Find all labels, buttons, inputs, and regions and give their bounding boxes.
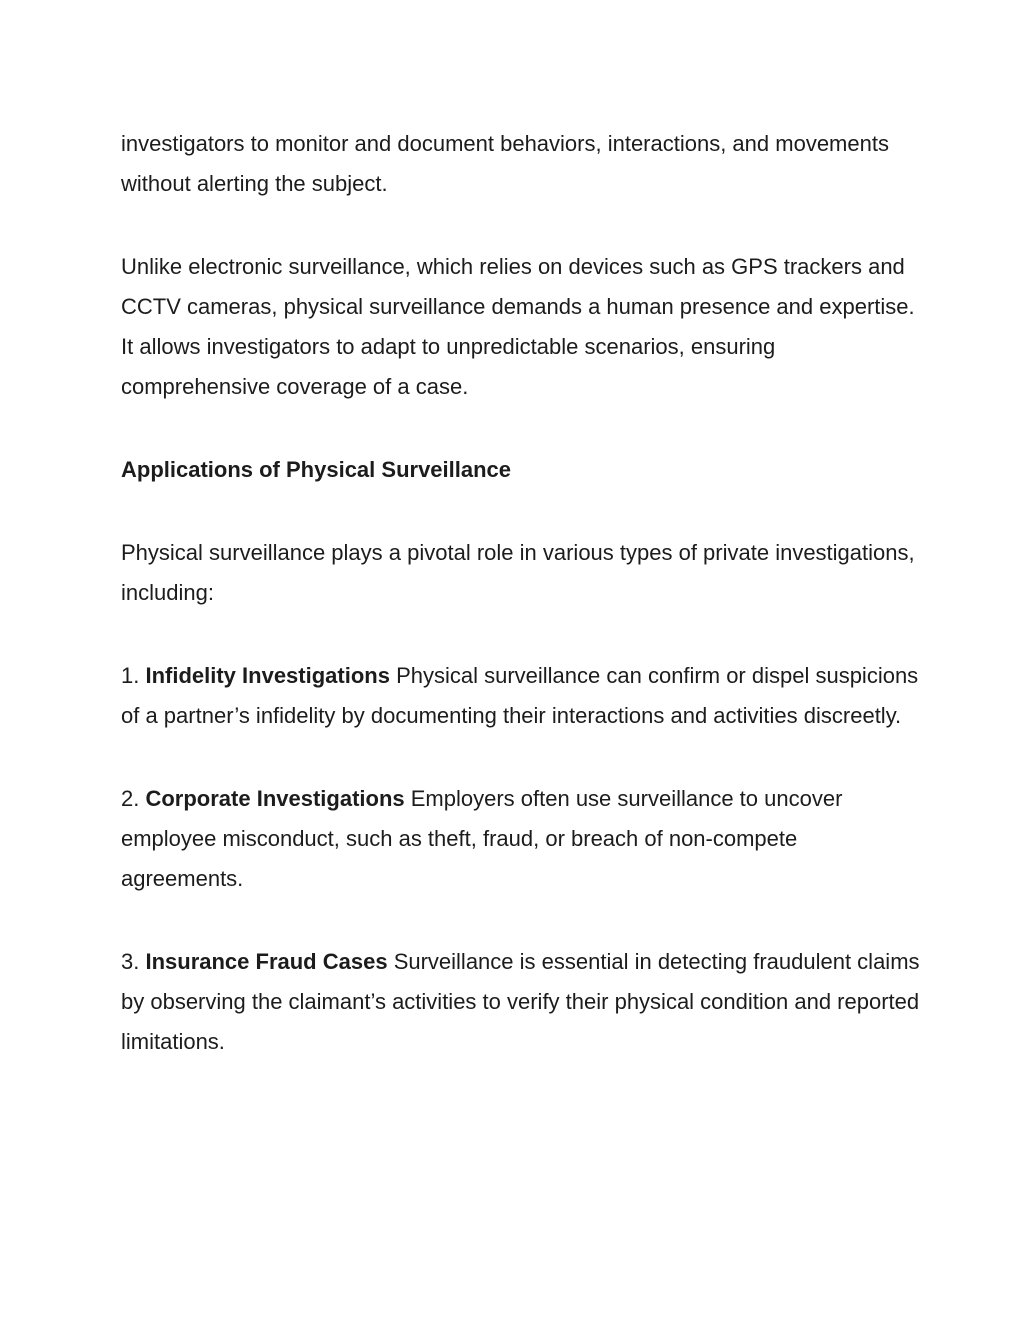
document-page (121, 124, 921, 1105)
list-item-insurance-fraud (121, 942, 921, 1062)
list-item-text: Physical surveillance can confirm or dispel suspicions of a partner’s infidelity by documenting their interactions and activities discreetly. (121, 663, 919, 728)
list-item-term: Corporate Investigations (145, 786, 405, 811)
list-item-number: 2. (121, 786, 146, 811)
list-item-text: Surveillance is essential in detecting fraudulent claims by observing the claimant’s activities to verify their physical condition and reported limitations. (121, 949, 920, 1054)
list-item-term: Infidelity Investigations (145, 663, 390, 688)
list-item-number: 3. (121, 949, 146, 974)
list-item-text: Employers often use surveillance to uncover employee misconduct, such as theft, fraud, or breach of non-compete agreements. (121, 786, 843, 891)
list-item-term: Insurance Fraud Cases (145, 949, 388, 974)
paragraph-intro-continuation: investigators to monitor and document behaviors, interactions, and movements without alerting the subject. (121, 131, 889, 196)
list-item-infidelity (121, 656, 921, 736)
paragraph-applications-intro: Physical surveillance plays a pivotal role in various types of private investigations, including: (121, 540, 915, 605)
list-item-number: 1. (121, 663, 146, 688)
paragraph-electronic-vs-physical: Unlike electronic surveillance, which relies on devices such as GPS trackers and CCTV cameras, physical surveillance demands a human presence and expertise. It allows investigators to adapt to unpredictable scenarios, ensuring comprehensive coverage of a case. (121, 254, 915, 399)
list-item-corporate (121, 779, 921, 899)
section-heading: Applications of Physical Surveillance (121, 457, 512, 482)
